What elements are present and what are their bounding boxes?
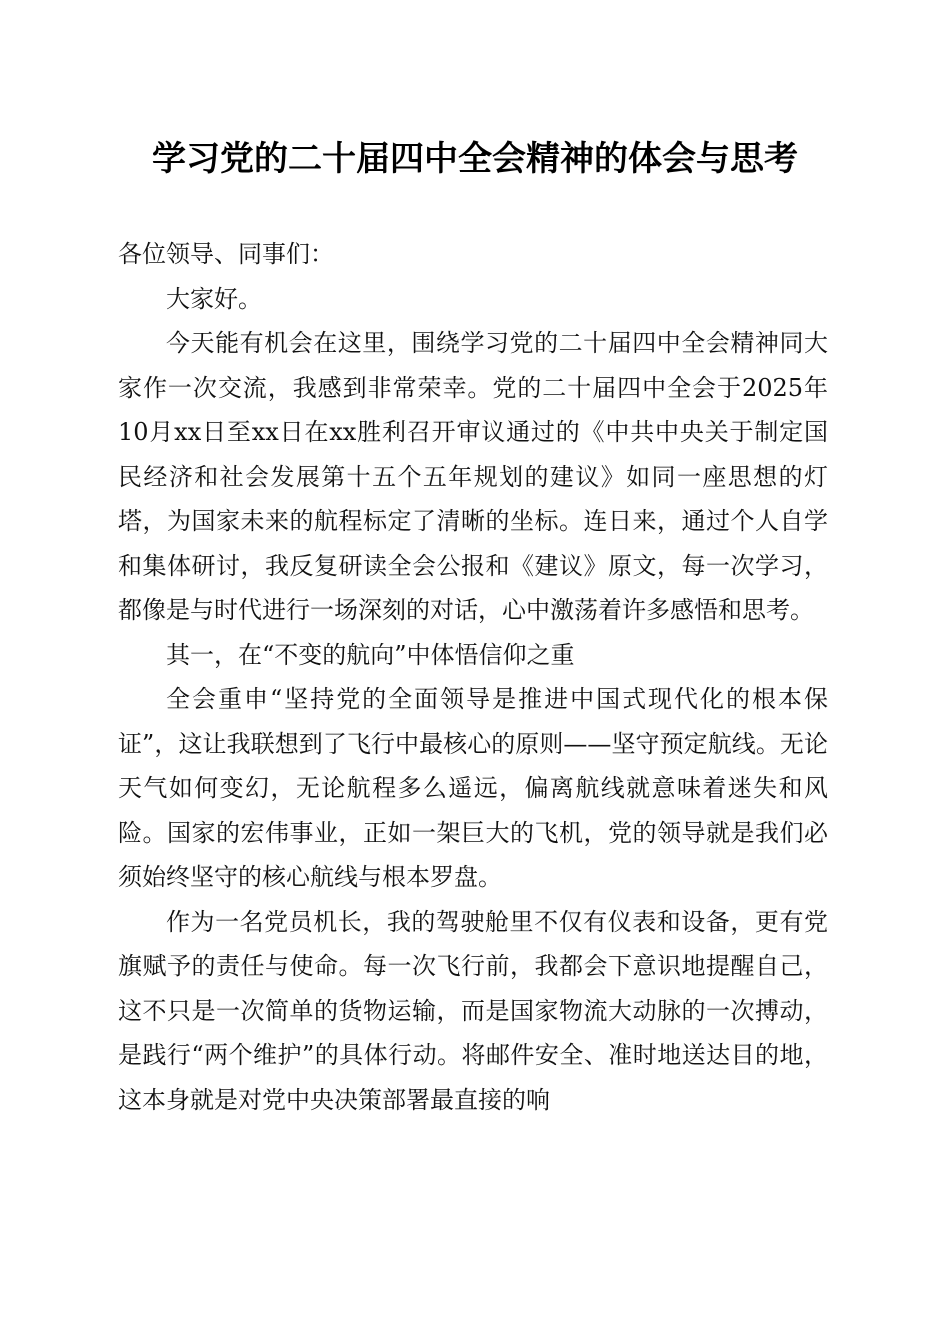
greeting: 大家好。	[166, 284, 262, 313]
document-body	[118, 232, 828, 1122]
paragraph-captain: 作为一名党员机长，我的驾驶舱里不仅有仪表和设备，更有党旗赋予的责任与使命。每一次飞行前，我都会下意识地提醒自己，这不只是一次简单的货物运输，而是国家物流大动脉的一次搏动，是践行“两个维护”的具体行动。将邮件安全、准时地送达目的地，这本身就是对党中央决策部署最直接的响	[118, 907, 828, 1114]
paragraph-intro: 今天能有机会在这里，围绕学习党的二十届四中全会精神同大家作一次交流，我感到非常荣幸。党的二十届四中全会于2025年10月xx日至xx日在xx胜利召开审议通过的《中共中央关于制定国民经济和社会发展第十五个五年规划的建议》如同一座思想的灯塔，为国家未来的航程标定了清晰的坐标。连日来，通过个人自学和集体研讨，我反复研读全会公报和《建议》原文，每一次学习，都像是与时代进行一场深刻的对话，心中激荡着许多感悟和思考。	[118, 329, 828, 624]
document-title: 学习党的二十届四中全会精神的体会与思考	[152, 139, 798, 179]
section-heading-1: 其一，在“不变的航向”中体悟信仰之重	[166, 640, 575, 669]
salutation: 各位领导、同事们：	[118, 240, 334, 268]
paragraph-leadership: 全会重申“坚持党的全面领导是推进中国式现代化的根本保证”，这让我联想到了飞行中最核心的原则——坚守预定航线。无论天气如何变幻，无论航程多么遥远，偏离航线就意味着迷失和风险。国家的宏伟事业，正如一架巨大的飞机，党的领导就是我们必须始终坚守的核心航线与根本罗盘。	[118, 685, 828, 891]
